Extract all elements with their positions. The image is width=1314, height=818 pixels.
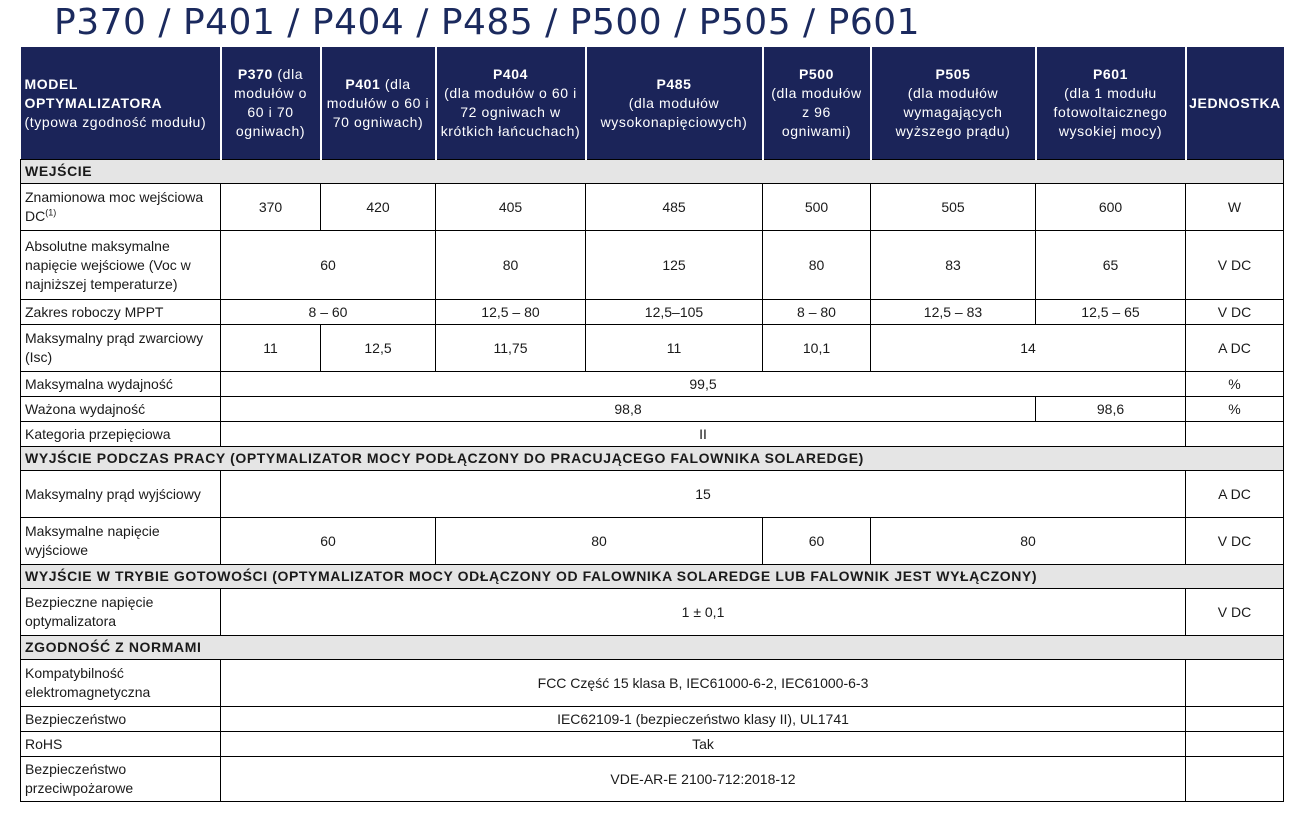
cell: 420: [321, 184, 436, 231]
row-label: Maksymalny prąd wyjściowy: [21, 471, 221, 518]
table-row: [21, 732, 1284, 757]
unit-cell: W: [1186, 184, 1284, 231]
cell: 10,1: [763, 325, 871, 372]
cell: 80: [763, 231, 871, 300]
table-row: [21, 231, 1284, 300]
section-row: [21, 447, 1284, 471]
cell: 125: [586, 231, 763, 300]
cell: 485: [586, 184, 763, 231]
row-label: Ważona wydajność: [21, 397, 221, 422]
cell: 98,6: [1036, 397, 1186, 422]
unit-cell: [1186, 660, 1284, 707]
cell: 98,8: [221, 397, 1036, 422]
cell: 99,5: [221, 372, 1186, 397]
cell: Tak: [221, 732, 1186, 757]
row-label: Bezpieczne napięcie optymalizatora: [21, 589, 221, 636]
row-label: Zakres roboczy MPPT: [21, 300, 221, 325]
row-label: Maksymalna wydajność: [21, 372, 221, 397]
unit-cell: [1186, 422, 1284, 447]
header-p505: P505 (dla modułów wymagających wyższego prądu): [871, 47, 1036, 160]
cell: 65: [1036, 231, 1186, 300]
section-row: [21, 636, 1284, 660]
table-row: [21, 589, 1284, 636]
header-p401: P401 (dla modułów o 60 i 70 ogniwach): [321, 47, 436, 160]
cell: 83: [871, 231, 1036, 300]
row-label: Bezpieczeństwo: [21, 707, 221, 732]
section-output-operation: WYJŚCIE PODCZAS PRACY (OPTYMALIZATOR MOCY PODŁĄCZONY DO PRACUJĄCEGO FALOWNIKA SOLAREDGE): [21, 447, 1284, 471]
table-row: [21, 325, 1284, 372]
cell: 12,5 – 80: [436, 300, 586, 325]
cell: 60: [221, 231, 436, 300]
cell: 1 ± 0,1: [221, 589, 1186, 636]
row-label: Kategoria przepięciowa: [21, 422, 221, 447]
cell: FCC Część 15 klasa B, IEC61000-6-2, IEC61000-6-3: [221, 660, 1186, 707]
cell: 60: [763, 518, 871, 565]
cell: 12,5: [321, 325, 436, 372]
unit-cell: %: [1186, 372, 1284, 397]
cell: VDE-AR-E 2100-712:2018-12: [221, 757, 1186, 802]
cell: 12,5 – 83: [871, 300, 1036, 325]
unit-cell: V DC: [1186, 518, 1284, 565]
cell: 80: [436, 231, 586, 300]
table-row: [21, 707, 1284, 732]
cell: 12,5 – 65: [1036, 300, 1186, 325]
header-p404: P404 (dla modułów o 60 i 72 ogniwach w krótkich łańcuchach): [436, 47, 586, 160]
header-p370: P370 (dla modułów o 60 i 70 ogniwach): [221, 47, 321, 160]
page-title: P370 / P401 / P404 / P485 / P500 / P505 / P601: [54, 2, 921, 43]
table-row: [21, 422, 1284, 447]
table-row: [21, 372, 1284, 397]
unit-cell: V DC: [1186, 300, 1284, 325]
cell: 8 – 80: [763, 300, 871, 325]
cell: 600: [1036, 184, 1186, 231]
cell: 60: [221, 518, 436, 565]
unit-cell: A DC: [1186, 325, 1284, 372]
header-p500: P500 (dla modułów z 96 ogniwami): [763, 47, 871, 160]
header-p485: P485 (dla modułów wysokonapięciowych): [586, 47, 763, 160]
cell: 80: [436, 518, 763, 565]
cell: 500: [763, 184, 871, 231]
cell: 505: [871, 184, 1036, 231]
unit-cell: [1186, 707, 1284, 732]
cell: 12,5–105: [586, 300, 763, 325]
unit-cell: V DC: [1186, 231, 1284, 300]
row-label: RoHS: [21, 732, 221, 757]
row-label: Bezpieczeństwo przeciwpożarowe: [21, 757, 221, 802]
table-row: [21, 300, 1284, 325]
unit-cell: [1186, 757, 1284, 802]
table-header-row: [21, 47, 1284, 160]
cell: 405: [436, 184, 586, 231]
cell: 370: [221, 184, 321, 231]
row-label: Maksymalny prąd zwarciowy (Isc): [21, 325, 221, 372]
section-row: [21, 160, 1284, 184]
table-row: [21, 184, 1284, 231]
cell: 11,75: [436, 325, 586, 372]
spec-table: [20, 47, 1284, 802]
unit-cell: V DC: [1186, 589, 1284, 636]
cell: IEC62109-1 (bezpieczeństwo klasy II), UL1741: [221, 707, 1186, 732]
header-p601: P601 (dla 1 modułu fotowoltaicznego wysokiej mocy): [1036, 47, 1186, 160]
section-standards: ZGODNOŚĆ Z NORMAMI: [21, 636, 1284, 660]
cell: 80: [871, 518, 1186, 565]
cell: 15: [221, 471, 1186, 518]
table-row: [21, 757, 1284, 802]
row-label: Maksymalne napięcie wyjściowe: [21, 518, 221, 565]
unit-cell: A DC: [1186, 471, 1284, 518]
table-row: [21, 397, 1284, 422]
cell: 11: [221, 325, 321, 372]
section-row: [21, 565, 1284, 589]
cell: 11: [586, 325, 763, 372]
table-row: [21, 518, 1284, 565]
row-label: Kompatybilność elektromagnetyczna: [21, 660, 221, 707]
section-output-standby: WYJŚCIE W TRYBIE GOTOWOŚCI (OPTYMALIZATOR MOCY ODŁĄCZONY OD FALOWNIKA SOLAREDGE LUB FALOWNIK JEST WYŁĄCZONY): [21, 565, 1284, 589]
cell: II: [221, 422, 1186, 447]
table-row: [21, 471, 1284, 518]
table-row: [21, 660, 1284, 707]
row-label: Absolutne maksymalne napięcie wejściowe (Voc w najniższej temperaturze): [21, 231, 221, 300]
cell: 8 – 60: [221, 300, 436, 325]
header-model: MODEL OPTYMALIZATORA (typowa zgodność modułu): [21, 47, 221, 160]
unit-cell: %: [1186, 397, 1284, 422]
cell: 14: [871, 325, 1186, 372]
row-label: Znamionowa moc wejściowa DC$^{(1)}$: [21, 184, 221, 231]
unit-cell: [1186, 732, 1284, 757]
section-input: WEJŚCIE: [21, 160, 1284, 184]
header-unit: JEDNOSTKA: [1186, 47, 1284, 160]
